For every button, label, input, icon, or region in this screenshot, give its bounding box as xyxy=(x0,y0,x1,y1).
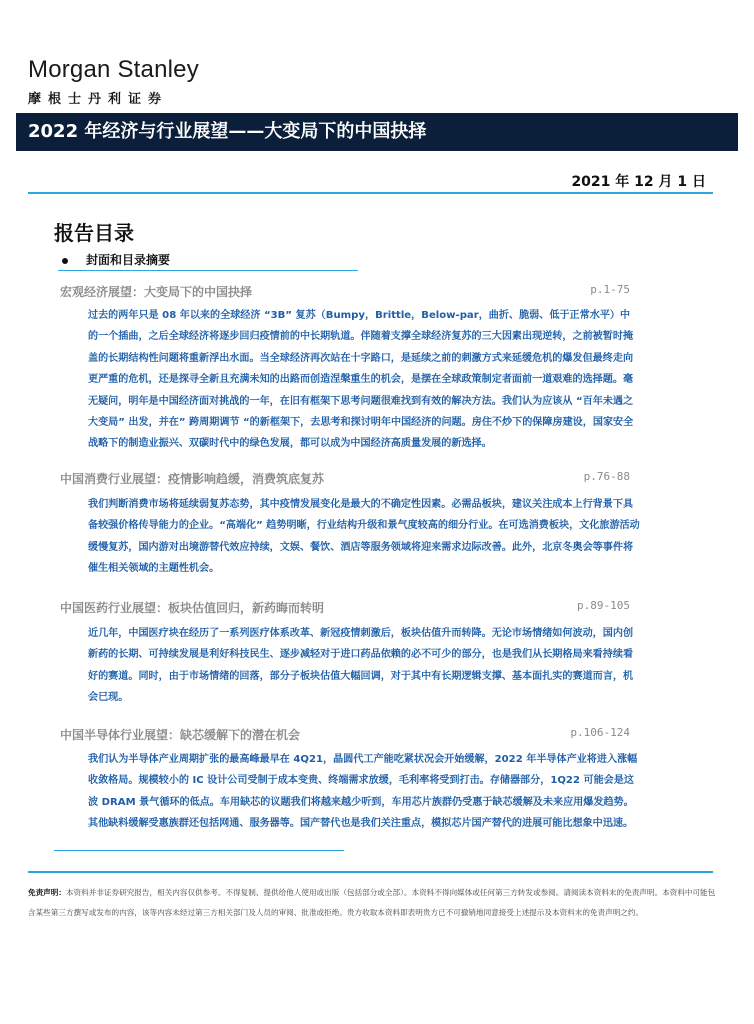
section-header-macro[interactable] xyxy=(60,283,630,300)
divider-top xyxy=(28,192,713,194)
section-title: 宏观经济展望：大变局下的中国抉择 xyxy=(60,285,253,299)
section-summary-pharma: 近几年，中国医疗块在经历了一系列医疗体系改革、新冠疫情刺激后，板块估值升而转降。无论市场情绪如何波动，国内创新药的长期、可持续发展是利好科技民生、逐步减轻对于进口药品依赖的必不可少的部分，也是我们从长期格局来看持续看好的赛道。同时，由于市场情绪的回落，部分子板块估值大幅回调，对于其中有长期逻辑支撑、基本面扎实的赛道而言，机会已现。 xyxy=(88,628,634,704)
report-title: 2022 年经济与行业展望——大变局下的中国抉择 xyxy=(28,121,427,142)
disclaimer-label: 免责声明： xyxy=(28,888,66,897)
section-summary-macro: 过去的两年只是 08 年以来的全球经济 “3B” 复苏（Bumpy，Brittle，Below-par，曲折、脆弱、低于正常水平）中的一个插曲，之后全球经济将逐步回归疫情前的中长期轨道。伴随着支撑全球经济复苏的三大因素出现逆转，之前被暂时掩盖的长期结构性问题将重新浮出水面。当全球经济再次站在十字路口，是延续之前的刺激方式来延缓危机的爆发但最终走向更严重的危机，还是探寻全新且充满未知的出路而创造涅槃重生的机会，是摆在全球政策制定者面前一道艰难的选择题。毫无疑问，明年是中国经济面对挑战的一年，在旧有框架下思考问题很难找到有效的解决方法。我们认为应该从 “百年未遇之大变局” 出发，并在” 跨周期调节 “的新框架下，去思考和探讨明年中国经济的问题。房住不炒下的保障房建设，国家安全战略下的制造业振兴、双碳时代中的绿色发展，都可以成为中国经济高质量发展的新选择。 xyxy=(88,310,634,450)
divider-bottom-short xyxy=(54,850,344,851)
section-title: 中国医药行业展望：板块估值回归，新药晦而转明 xyxy=(60,601,325,615)
section-summary-semiconductor: 我们认为半导体产业周期扩张的最高峰最早在 4Q21，晶圆代工产能吃紧状况会开始缓解，2022 年半导体产业将进入涨幅收敛格局。规模较小的 IC 设计公司受制于成本变贵、终端需求放缓，毛利率将受到打击。存储器部分，1Q22 可能会是这波 DRAM 景气循环的低点。车用缺芯的议题我们将越来越少听到，车用芯片族群仍受惠于缺芯缓解及未来应用爆发趋势。其他缺料缓解受惠族群还包括网通、服务器等。国产替代也是我们关注重点，模拟芯片国产替代的进展可能比想象中迅速。 xyxy=(88,754,638,830)
section-header-consumer[interactable] xyxy=(60,470,630,487)
section-pages: p.89-105 xyxy=(577,599,630,612)
disclaimer-text: 本资料并非证券研究报告，相关内容仅供参考。不得复制、提供给他人使用或出版（包括部分或全部）。本资料不得向媒体或任何第三方转发或参阅。请阅读本资料末的免责声明。本资料中可能包含某些第三方撰写或发布的内容，该等内容未经过第三方相关部门及人员的审阅、批准或拒绝。贵方收取本资料即表明贵方已不可撤销地同意接受上述提示及本资料末的免责声明之约。 xyxy=(28,888,716,917)
toc-bullet-item xyxy=(62,251,170,268)
section-title: 中国半导体行业展望：缺芯缓解下的潜在机会 xyxy=(60,728,301,742)
section-header-pharma[interactable] xyxy=(60,599,630,616)
report-title-bar xyxy=(16,113,738,151)
section-title: 中国消费行业展望：疫情影响趋缓，消费筑底复苏 xyxy=(60,472,325,486)
toc-heading: 报告目录 xyxy=(54,221,134,245)
company-logo-cn: 摩根士丹利证券 xyxy=(28,92,169,107)
report-date: 2021 年 12 月 1 日 xyxy=(571,174,706,190)
toc-bullet-label: 封面和目录摘要 xyxy=(86,253,171,267)
section-pages: p.1-75 xyxy=(590,283,630,296)
section-header-semiconductor[interactable] xyxy=(60,726,630,743)
section-pages: p.106-124 xyxy=(570,726,630,739)
divider-bottom xyxy=(28,871,713,873)
bullet-icon xyxy=(62,258,68,264)
company-logo: Morgan Stanley xyxy=(28,56,199,83)
disclaimer xyxy=(28,883,718,923)
section-summary-consumer: 我们判断消费市场将延续弱复苏态势，其中疫情发展变化是最大的不确定性因素。必需品板块，建议关注成本上行背景下具备较强价格传导能力的企业。“高端化” 趋势明晰，行业结构升级和景气度较高的细分行业。在可选消费板块，文化旅游活动缓慢复苏，国内游对出境游替代效应持续，文娱、餐饮、酒店等服务领域将迎来需求边际改善。此外，北京冬奥会等事件将催生相关领域的主题性机会。 xyxy=(88,499,640,575)
divider-toc xyxy=(58,270,358,271)
section-pages: p.76-88 xyxy=(583,470,630,483)
